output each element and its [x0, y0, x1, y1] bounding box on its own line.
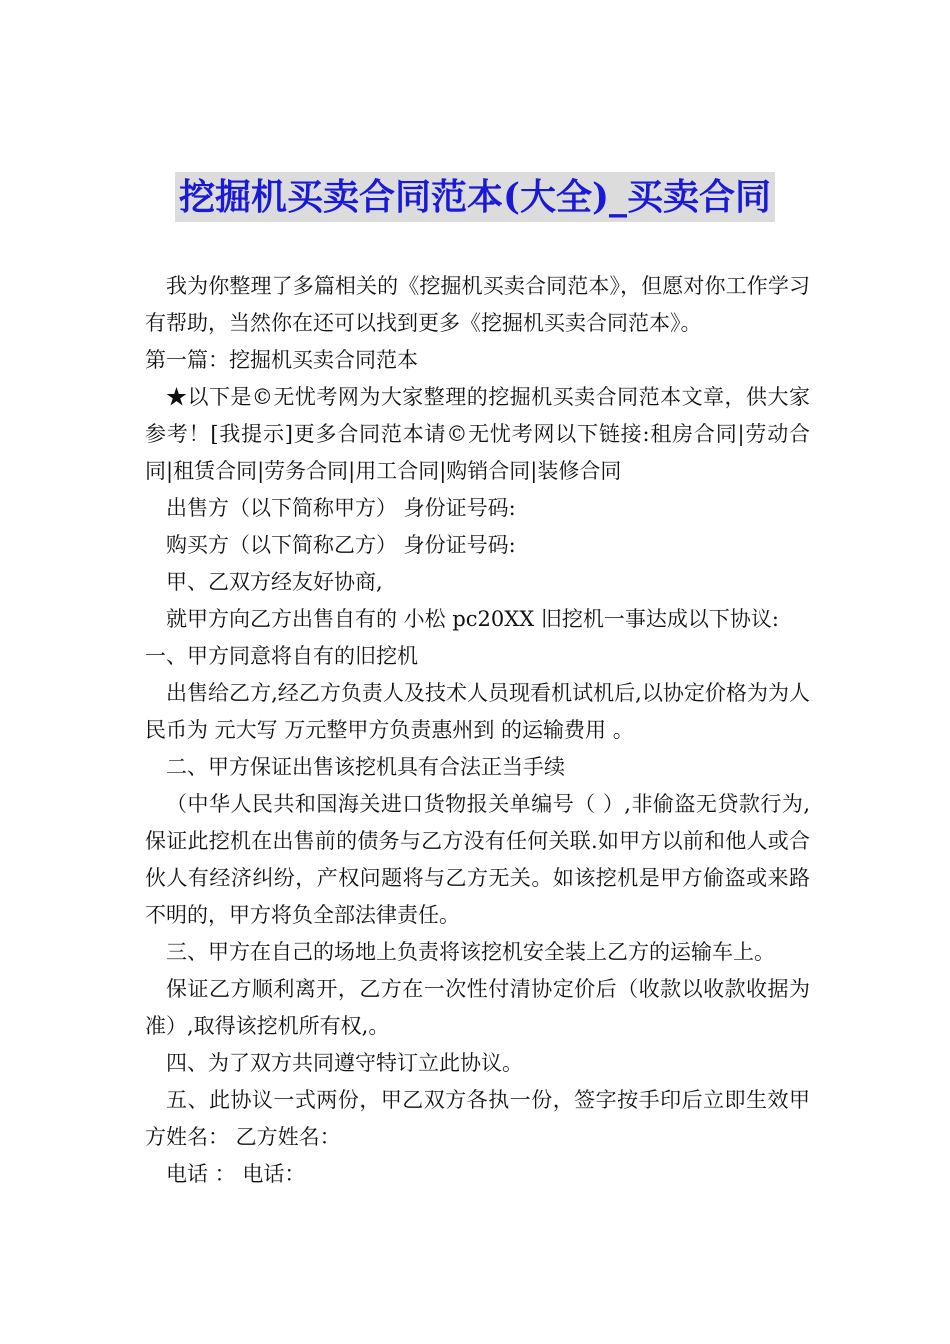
paragraph-negotiation: 甲、乙双方经友好协商, [166, 570, 383, 594]
paragraph-section-heading: 第一篇：挖掘机买卖合同范本 [145, 348, 418, 372]
clause-3-heading: 三、甲方在自己的场地上负责将该挖机安全装上乙方的运输车上。 [166, 940, 775, 964]
paragraph-intro: 我为你整理了多篇相关的《挖掘机买卖合同范本》，但愿对你工作学习有帮助，当然你在还可以找到更多《挖掘机买卖合同范本》。 [145, 274, 810, 335]
clause-2-heading: 二、甲方保证出售该挖机具有合法正当手续 [166, 755, 565, 779]
document-title: 挖掘机买卖合同范本(大全)_买卖合同 [175, 172, 775, 222]
title-wrapper [0, 172, 950, 222]
clause-1-body: 出售给乙方,经乙方负责人及技术人员现看机试机后,以协定价格为为人民币为 元大写 万元整甲方负责惠州到 的运输费用 。 [145, 681, 810, 742]
paragraph-notice: ★以下是©无忧考网为大家整理的挖掘机买卖合同范本文章，供大家参考！[我提示]更多合同范本请©无忧考网以下链接:租房合同|劳动合同|租赁合同|劳务合同|用工合同|购销合同|装修合同 [145, 385, 810, 483]
clause-3-body: 保证乙方顺利离开，乙方在一次性付清协定价后（收款以收款收据为准）,取得该挖机所有权,。 [145, 977, 810, 1038]
clause-1-heading: 一、甲方同意将自有的旧挖机 [145, 644, 418, 668]
clause-2-body: （中华人民共和国海关进口货物报关单编号（ ）,非偷盗无贷款行为,保证此挖机在出售前的债务与乙方没有任何关联.如甲方以前和他人或合伙人有经济纠纷，产权问题将与乙方无关。如该挖机是甲方偷盗或来路不明的，甲方将负全部法律责任。 [145, 792, 810, 927]
clause-5: 五、此协议一式两份，甲乙双方各执一份，签字按手印后立即生效甲方姓名： 乙方姓名： [145, 1088, 810, 1149]
paragraph-buyer: 购买方（以下简称乙方） 身份证号码: [166, 533, 516, 557]
clause-4: 四、为了双方共同遵守特订立此协议。 [166, 1051, 523, 1075]
paragraph-seller: 出售方（以下简称甲方） 身份证号码: [166, 496, 516, 520]
paragraph-agreement: 就甲方向乙方出售自有的 小松 pc20XX 旧挖机一事达成以下协议: [166, 607, 779, 631]
phone-line: 电话 ： 电话： [166, 1162, 306, 1186]
document-body [145, 268, 810, 1193]
